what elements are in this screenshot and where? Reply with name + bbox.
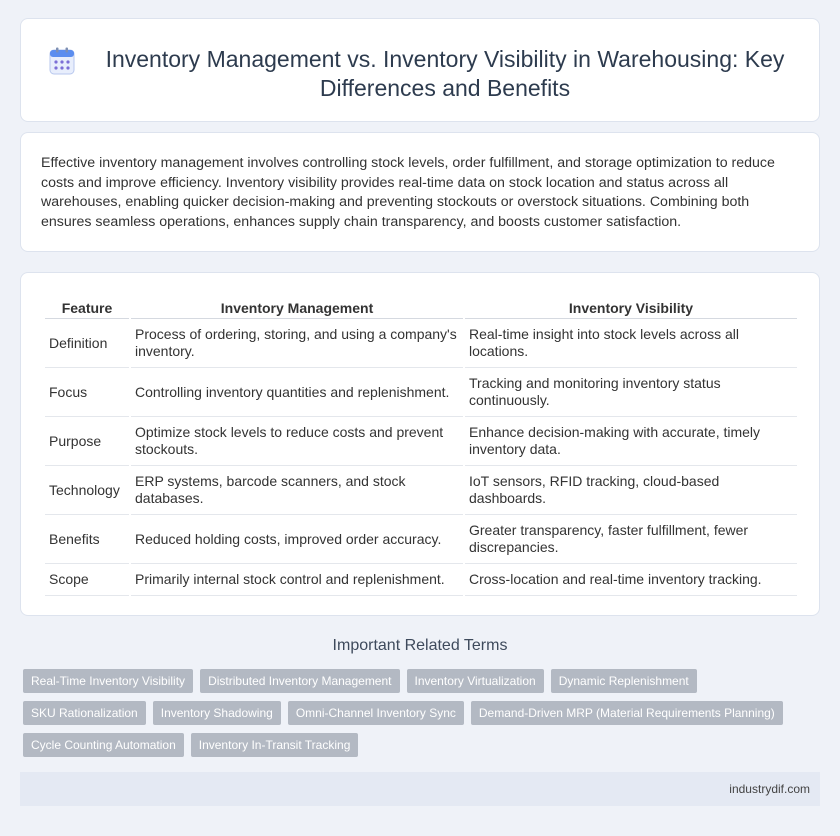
footer-site-name[interactable]: industrydif.com — [729, 782, 810, 796]
page-title: Inventory Management vs. Inventory Visibility in Warehousing: Key Differences and Benefits — [105, 46, 785, 101]
footer — [20, 772, 820, 806]
visibility-cell: Enhance decision-making with accurate, timely inventory data. — [465, 417, 797, 466]
related-term-tag[interactable]: Demand-Driven MRP (Material Requirements Planning) — [471, 701, 783, 725]
tag-row — [23, 669, 813, 693]
table-header-row — [45, 295, 797, 319]
management-cell: Reduced holding costs, improved order accuracy. — [131, 515, 463, 564]
table-row — [45, 368, 797, 417]
table-row — [45, 319, 797, 368]
related-term-tag[interactable]: Distributed Inventory Management — [200, 669, 399, 693]
feature-cell: Scope — [45, 564, 129, 596]
related-term-tag[interactable]: SKU Rationalization — [23, 701, 146, 725]
related-terms-heading: Important Related Terms — [332, 637, 508, 654]
visibility-cell: IoT sensors, RFID tracking, cloud-based dashboards. — [465, 466, 797, 515]
column-header-management: Inventory Management — [131, 295, 463, 319]
table-row — [45, 515, 797, 564]
table-row — [45, 466, 797, 515]
management-cell: Primarily internal stock control and replenishment. — [131, 564, 463, 596]
management-cell: ERP systems, barcode scanners, and stock databases. — [131, 466, 463, 515]
tag-row — [23, 733, 813, 757]
table-row — [45, 417, 797, 466]
visibility-cell: Greater transparency, faster fulfillment, fewer discrepancies. — [465, 515, 797, 564]
title-card — [20, 18, 820, 122]
column-header-feature: Feature — [45, 295, 129, 319]
visibility-cell: Cross-location and real-time inventory tracking. — [465, 564, 797, 596]
related-term-tag[interactable]: Inventory In-Transit Tracking — [191, 733, 359, 757]
intro-card — [20, 132, 820, 252]
related-term-tag[interactable]: Omni-Channel Inventory Sync — [288, 701, 464, 725]
intro-paragraph: Effective inventory management involves controlling stock levels, order fulfillment, and storage optimization to reduce costs and improve efficiency. Inventory visibility provides real-time data on stock location and status across all warehouses, enabling quicker decision-making and preventing stockouts or overstock situations. Combining both ensures seamless operations, enhances supply chain transparency, and boosts customer satisfaction. — [41, 155, 775, 230]
feature-cell: Definition — [45, 319, 129, 368]
related-term-tag[interactable]: Inventory Virtualization — [407, 669, 544, 693]
visibility-cell: Tracking and monitoring inventory status continuously. — [465, 368, 797, 417]
related-term-tag[interactable]: Inventory Shadowing — [153, 701, 281, 725]
comparison-card — [20, 272, 820, 616]
management-cell: Optimize stock levels to reduce costs and prevent stockouts. — [131, 417, 463, 466]
related-term-tag[interactable]: Real-Time Inventory Visibility — [23, 669, 193, 693]
feature-cell: Technology — [45, 466, 129, 515]
management-cell: Process of ordering, storing, and using a company's inventory. — [131, 319, 463, 368]
table-row — [45, 564, 797, 596]
related-term-tag[interactable]: Dynamic Replenishment — [551, 669, 697, 693]
feature-cell: Benefits — [45, 515, 129, 564]
comparison-table — [43, 295, 799, 596]
feature-cell: Purpose — [45, 417, 129, 466]
related-term-tag[interactable]: Cycle Counting Automation — [23, 733, 184, 757]
calendar-grid-icon — [49, 47, 75, 75]
related-terms-list — [23, 669, 813, 765]
visibility-cell: Real-time insight into stock levels across all locations. — [465, 319, 797, 368]
tag-row — [23, 701, 813, 725]
feature-cell: Focus — [45, 368, 129, 417]
management-cell: Controlling inventory quantities and replenishment. — [131, 368, 463, 417]
column-header-visibility: Inventory Visibility — [465, 295, 797, 319]
